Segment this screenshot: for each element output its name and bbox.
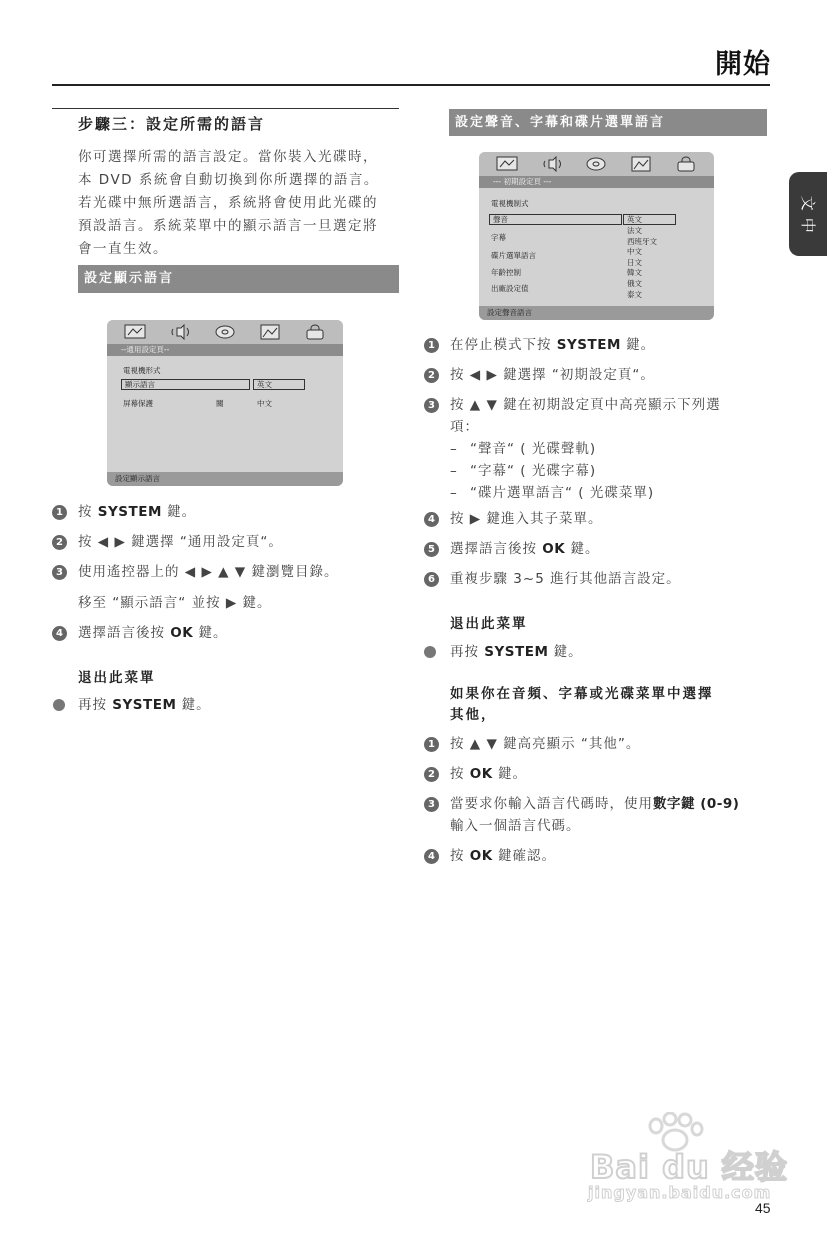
left-step-2: 按 ◀ ▶ 鍵選擇 “通用設定頁“。: [78, 534, 283, 550]
osd-option-selected: 英文: [623, 214, 676, 225]
step-number-icon: 1: [52, 505, 67, 520]
intro-line: 若光碟中無所選語言，系統將會使用此光碟的: [78, 195, 378, 211]
osd-page-label: --- 初期設定頁 ---: [479, 176, 714, 188]
osd-option: 西班牙文: [627, 236, 657, 246]
osd-row-selected: 聲音: [489, 214, 622, 225]
step-number-icon: 4: [424, 849, 439, 864]
header-rule: [52, 84, 770, 86]
dash-list: [450, 438, 654, 504]
osd-option: 韓文: [627, 268, 642, 278]
osd-page-label: --通用設定頁--: [107, 344, 343, 356]
audio-subtitle-bar: 設定聲音、字幕和碟片選單語言: [449, 109, 767, 136]
osd-value: 中文: [257, 399, 272, 408]
left-exit-step: 再按 SYSTEM 鍵。: [78, 697, 211, 713]
disc-icon: [213, 323, 237, 341]
page-title: 開始: [715, 49, 771, 80]
other-step-2: 按 OK 鍵。: [450, 766, 528, 782]
intro-line: 預設語言。系統菜單中的顯示語言一旦選定將: [78, 218, 378, 234]
dash-item: – “碟片選單語言“ ( 光碟菜單): [450, 485, 655, 501]
left-heading: 步驟三：設定所需的語言: [78, 115, 266, 133]
osd-icon-row: [479, 152, 714, 176]
osd-row: 電視機制式: [491, 199, 529, 208]
intro-line: 你可選擇所需的語言設定。當你裝入光碟時，: [78, 149, 378, 165]
picture-icon: [258, 323, 282, 341]
left-exit-heading: 退出此菜單: [78, 670, 156, 686]
right-exit-step: 再按 SYSTEM 鍵。: [450, 644, 583, 660]
step-number-icon: 5: [424, 542, 439, 557]
display-language-bar: 設定顯示語言: [78, 265, 399, 293]
right-step-1: 在停止模式下按 SYSTEM 鍵。: [450, 337, 656, 353]
right-step-4: 按 ▶ 鍵進入其子菜單。: [450, 511, 603, 527]
other-heading: 如果你在音頻、字幕或光碟菜單中選擇 其他，: [450, 686, 714, 723]
left-step-4: 選擇語言後按 OK 鍵。: [78, 625, 228, 641]
watermark-url: jingyan.baidu.com: [588, 1183, 772, 1202]
lock-icon: [674, 155, 698, 173]
other-step-4: 按 OK 鍵確認。: [450, 848, 557, 864]
step-number-icon: 2: [52, 535, 67, 550]
osd-option: 俄文: [627, 278, 642, 288]
step-number-icon: 2: [424, 368, 439, 383]
osd-option-list: [627, 226, 657, 300]
dash-item: – “聲音“ ( 光碟聲軌): [450, 441, 597, 457]
step-number-icon: 6: [424, 572, 439, 587]
right-step-2: 按 ◀ ▶ 鍵選擇 “初期設定頁“。: [450, 367, 655, 383]
lock-icon: [303, 323, 327, 341]
side-tab-char-2: 中: [799, 217, 818, 233]
bullet-icon: [424, 646, 436, 658]
osd-option: 日文: [627, 257, 642, 267]
step-number-icon: 3: [424, 797, 439, 812]
step-number-icon: 4: [52, 626, 67, 641]
osd-option: 中文: [627, 247, 642, 257]
picture-icon: [629, 155, 653, 173]
side-tab-char-1: 文: [799, 195, 818, 211]
step-number-icon: 4: [424, 512, 439, 527]
left-section-rule: [52, 108, 399, 109]
dash-item: – “字幕“ ( 光碟字幕): [450, 463, 597, 479]
step-number-icon: 3: [52, 565, 67, 580]
osd-row-selected: 顯示語言: [121, 379, 250, 390]
disc-icon: [584, 155, 608, 173]
page-number: 45: [755, 1200, 771, 1216]
language-side-tab: [789, 172, 827, 256]
step-number-icon: 1: [424, 338, 439, 353]
audio-icon: [540, 155, 564, 173]
osd-row: 年齡控制: [491, 268, 521, 277]
osd-row: 屏幕保護: [123, 399, 153, 408]
intro-line: 本 DVD 系統會自動切換到你所選擇的語言。: [78, 172, 379, 188]
right-step-6: 重複步驟 3~5 進行其他語言設定。: [450, 571, 681, 587]
osd-footer: 設定聲音語言: [479, 306, 714, 320]
left-step-3: 使用遙控器上的 ◀ ▶ ▲ ▼ 鍵瀏覽目錄。: [78, 564, 339, 580]
osd-row: 碟片選單語言: [491, 251, 536, 260]
osd-value-selected: 英文: [253, 379, 305, 390]
osd-option: 法文: [627, 226, 642, 235]
osd-option: 泰文: [627, 289, 642, 299]
left-step-1: 按 SYSTEM 鍵。: [78, 504, 197, 520]
osd-value: 關: [216, 399, 224, 408]
left-step-3-cont: 移至 “顯示語言“ 並按 ▶ 鍵。: [78, 595, 272, 611]
osd-row: 出廠設定值: [491, 284, 529, 293]
osd-screen-preference: [479, 152, 714, 320]
other-step-3: 當要求你輸入語言代碼時，使用數字鍵 (0-9) 輸入一個語言代碼。: [450, 796, 740, 834]
osd-row: 字幕: [491, 233, 506, 242]
osd-row: 電視機形式: [123, 366, 161, 375]
osd-footer: 設定顯示語言: [107, 472, 343, 486]
tv-icon: [123, 323, 147, 341]
right-exit-heading: 退出此菜單: [450, 616, 528, 632]
right-step-3: 按 ▲ ▼ 鍵在初期設定頁中高亮顯示下列選 項：: [450, 397, 721, 435]
osd-screen-general: [107, 320, 343, 486]
step-number-icon: 1: [424, 737, 439, 752]
step-number-icon: 3: [424, 398, 439, 413]
tv-icon: [495, 155, 519, 173]
other-step-1: 按 ▲ ▼ 鍵高亮顯示 “其他”。: [450, 736, 641, 752]
audio-icon: [168, 323, 192, 341]
watermark-brand: Bai du 经验: [590, 1148, 788, 1186]
bullet-icon: [53, 699, 65, 711]
right-step-5: 選擇語言後按 OK 鍵。: [450, 541, 600, 557]
osd-icon-row: [107, 320, 343, 344]
step-number-icon: 2: [424, 767, 439, 782]
intro-line: 會一直生效。: [78, 241, 168, 257]
left-intro: [78, 146, 400, 261]
